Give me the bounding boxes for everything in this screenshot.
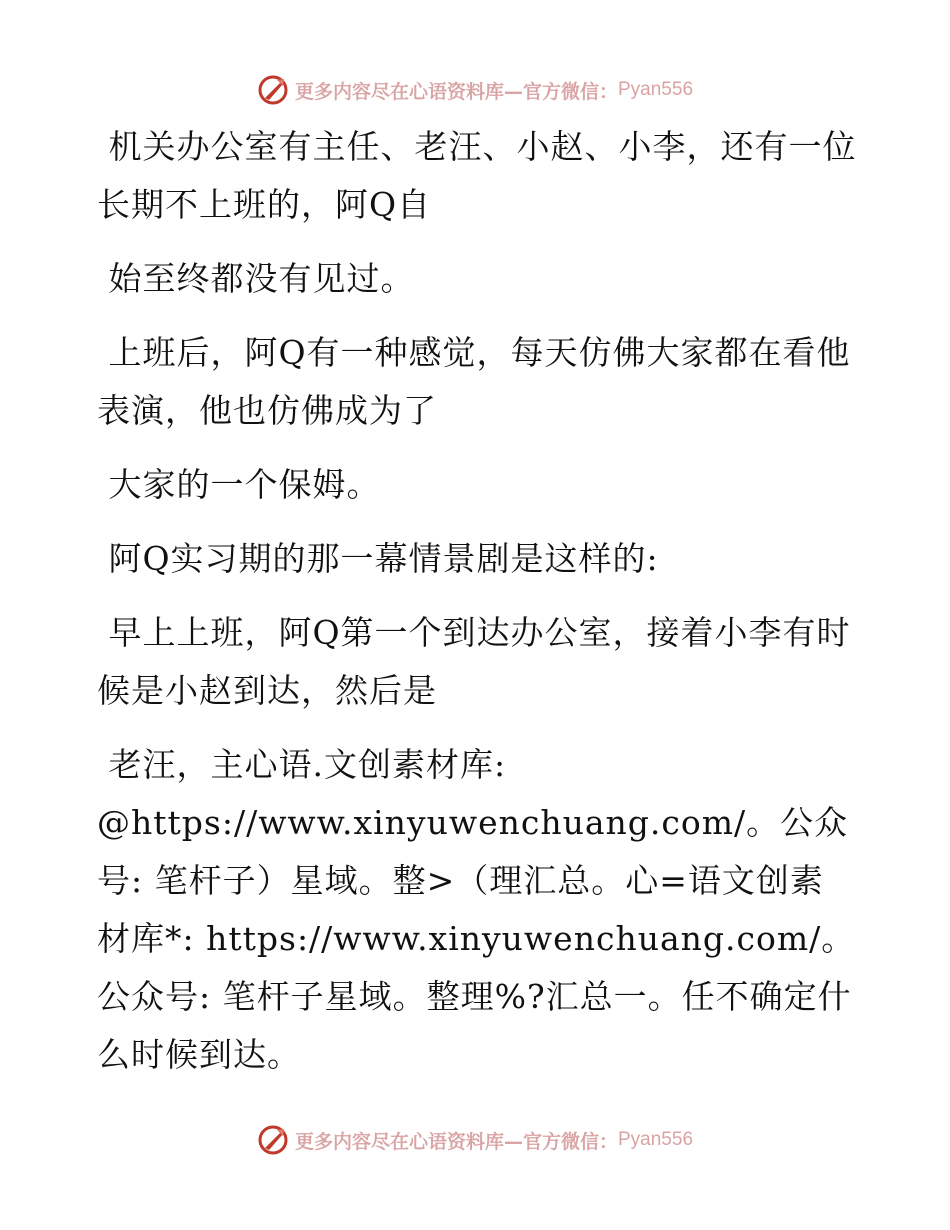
quill-logo-icon xyxy=(257,74,289,106)
footer-wechat-id: Pyan556 xyxy=(618,1129,694,1150)
footer-banner xyxy=(0,1120,950,1160)
paragraph-6: 早上上班，阿Q第一个到达办公室，接着小李有时候是小赵到达，然后是 xyxy=(97,613,851,710)
paragraph-5: 阿Q实习期的那一幕情景剧是这样的: xyxy=(97,539,659,578)
header-banner-text: 更多内容尽在心语资料库—官方微信： xyxy=(294,80,618,103)
paragraph-4: 大家的一个保姆。 xyxy=(97,465,381,504)
paragraph-2: 始至终都没有见过。 xyxy=(97,259,415,298)
footer-banner-text: 更多内容尽在心语资料库—官方微信： xyxy=(294,1130,618,1153)
paragraph-1: 机关办公室有主任、老汪、小赵、小李，还有一位长期不上班的，阿Q自 xyxy=(97,127,857,224)
document-body xyxy=(97,118,857,1084)
quill-logo-icon xyxy=(257,1124,289,1156)
paragraph-7: 老汪，主心语.文创素材库: @https://www.xinyuwenchuang.com/。公众号: 笔杆子）星域。整>（理汇总。心=语文创素材库*: https://www.xinyuwenchuang.com/。公众号: 笔杆子星域。整理%?汇总一。任不确定什么时候到达。 xyxy=(97,745,856,1074)
paragraph-3: 上班后，阿Q有一种感觉，每天仿佛大家都在看他表演，他也仿佛成为了 xyxy=(97,333,851,430)
header-wechat-id: Pyan556 xyxy=(618,79,694,100)
header-banner xyxy=(0,70,950,110)
